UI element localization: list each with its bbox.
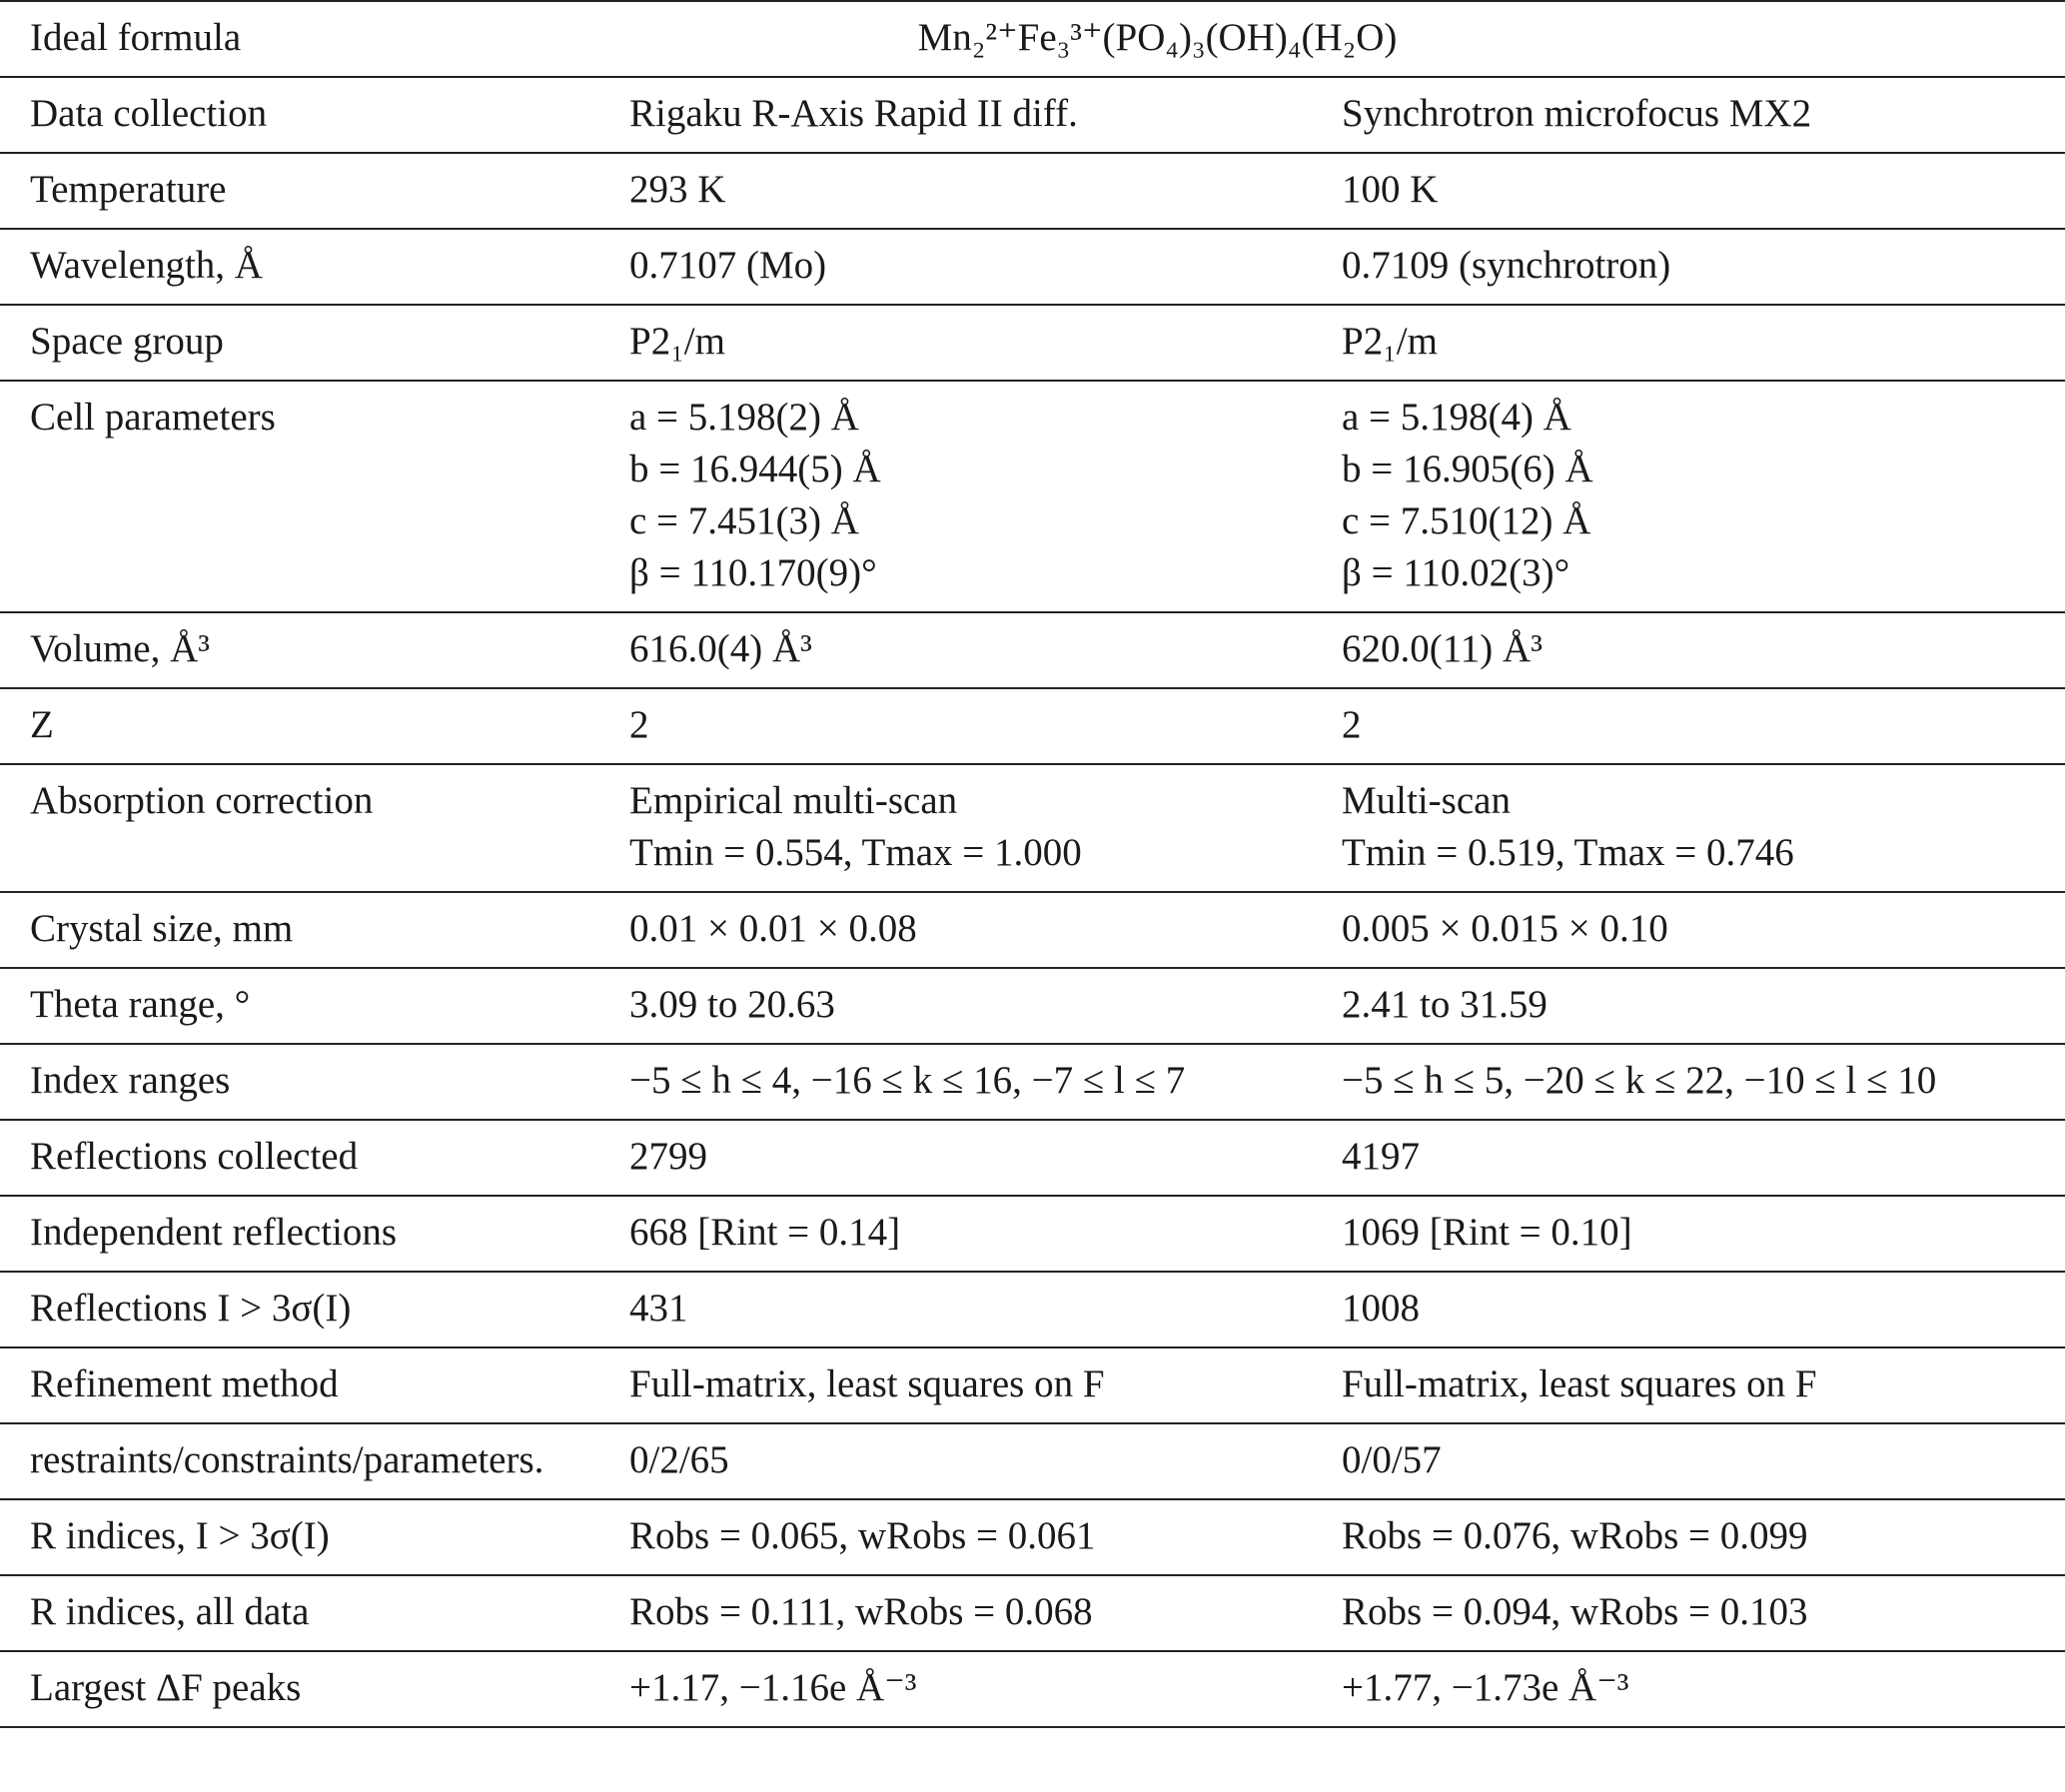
table-row xyxy=(0,1120,2065,1196)
table-row xyxy=(0,764,2065,892)
table-row xyxy=(0,968,2065,1044)
synchrotron-value-cell xyxy=(1342,968,2065,1044)
synchrotron-value-cell xyxy=(1342,1651,2065,1727)
table-row xyxy=(0,1347,2065,1423)
cell-line: 616.0(4) Å³ xyxy=(629,627,812,670)
cell-line: 2 xyxy=(629,703,649,746)
cell-line: 100 K xyxy=(1342,168,1439,211)
rigaku-value-cell xyxy=(629,1423,1342,1499)
rigaku-value-cell xyxy=(629,1651,1342,1727)
synchrotron-value-cell xyxy=(1342,1423,2065,1499)
synchrotron-value-cell xyxy=(1342,1044,2065,1120)
row-label: Reflections I > 3σ(I) xyxy=(0,1272,629,1347)
cell-line: +1.77, −1.73e Å⁻³ xyxy=(1342,1666,1629,1709)
synchrotron-value-cell xyxy=(1342,1272,2065,1347)
cell-line: β = 110.170(9)° xyxy=(629,551,877,594)
row-label: R indices, I > 3σ(I) xyxy=(0,1499,629,1575)
cell-line: 4197 xyxy=(1342,1135,1420,1178)
cell-line: P2₁/m xyxy=(1342,320,1438,363)
table-row xyxy=(0,77,2065,153)
cell-line: Full-matrix, least squares on F xyxy=(629,1362,1105,1405)
synchrotron-value-cell xyxy=(1342,612,2065,688)
cell-line: +1.17, −1.16e Å⁻³ xyxy=(629,1666,917,1709)
cell-line: 293 K xyxy=(629,168,726,211)
cell-line: 2.41 to 31.59 xyxy=(1342,983,1548,1026)
table-row xyxy=(0,1651,2065,1727)
cell-line: Rigaku R-Axis Rapid II diff. xyxy=(629,92,1078,135)
rigaku-value-cell xyxy=(629,1120,1342,1196)
cell-line: 0.01 × 0.01 × 0.08 xyxy=(629,907,917,950)
cell-line: c = 7.451(3) Å xyxy=(629,499,859,542)
table-row xyxy=(0,1196,2065,1272)
cell-line: Empirical multi-scan xyxy=(629,779,958,822)
cell-line: Synchrotron microfocus MX2 xyxy=(1342,92,1812,135)
rigaku-value-cell xyxy=(629,612,1342,688)
cell-line: −5 ≤ h ≤ 4, −16 ≤ k ≤ 16, −7 ≤ l ≤ 7 xyxy=(629,1059,1186,1102)
table-row xyxy=(0,1575,2065,1651)
rigaku-value-cell xyxy=(629,688,1342,764)
cell-line: 2 xyxy=(1342,703,1362,746)
cell-line: 0.7107 (Mo) xyxy=(629,244,827,287)
rigaku-value-cell xyxy=(629,1347,1342,1423)
cell-line: Tmin = 0.519, Tmax = 0.746 xyxy=(1342,831,1794,874)
synchrotron-value-cell xyxy=(1342,764,2065,892)
cell-line: Robs = 0.076, wRobs = 0.099 xyxy=(1342,1514,1808,1557)
rigaku-value-cell xyxy=(629,1499,1342,1575)
cell-line: Robs = 0.111, wRobs = 0.068 xyxy=(629,1590,1093,1633)
table-row xyxy=(0,612,2065,688)
table-body xyxy=(0,1,2065,1727)
synchrotron-value-cell xyxy=(1342,1499,2065,1575)
synchrotron-value-cell xyxy=(1342,892,2065,968)
rigaku-value-cell xyxy=(629,305,1342,381)
synchrotron-value-cell xyxy=(1342,229,2065,305)
row-label: restraints/constraints/parameters. xyxy=(0,1423,629,1499)
cell-line: b = 16.944(5) Å xyxy=(629,448,881,490)
formula-label: Ideal formula xyxy=(0,1,629,77)
rigaku-value-cell xyxy=(629,1575,1342,1651)
table-row xyxy=(0,153,2065,229)
row-label: Temperature xyxy=(0,153,629,229)
cell-line: 668 [Rint = 0.14] xyxy=(629,1211,901,1254)
cell-line: 1008 xyxy=(1342,1287,1420,1330)
table-row xyxy=(0,229,2065,305)
rigaku-value-cell xyxy=(629,1272,1342,1347)
rigaku-value-cell xyxy=(629,381,1342,612)
cell-line: 0.005 × 0.015 × 0.10 xyxy=(1342,907,1668,950)
table-row xyxy=(0,688,2065,764)
cell-line: Robs = 0.065, wRobs = 0.061 xyxy=(629,1514,1096,1557)
rigaku-value-cell xyxy=(629,764,1342,892)
synchrotron-value-cell xyxy=(1342,1347,2065,1423)
row-label: Largest ΔF peaks xyxy=(0,1651,629,1727)
table-row xyxy=(0,305,2065,381)
cell-line: c = 7.510(12) Å xyxy=(1342,499,1591,542)
synchrotron-value-cell xyxy=(1342,1196,2065,1272)
cell-line: 3.09 to 20.63 xyxy=(629,983,835,1026)
rigaku-value-cell xyxy=(629,892,1342,968)
rigaku-value-cell xyxy=(629,1196,1342,1272)
cell-line: a = 5.198(2) Å xyxy=(629,396,859,439)
row-label: Volume, Å³ xyxy=(0,612,629,688)
table-row xyxy=(0,892,2065,968)
row-label: Data collection xyxy=(0,77,629,153)
synchrotron-value-cell xyxy=(1342,77,2065,153)
row-label: Cell parameters xyxy=(0,381,629,612)
rigaku-value-cell xyxy=(629,229,1342,305)
cell-line: 431 xyxy=(629,1287,688,1330)
table-row xyxy=(0,1423,2065,1499)
table-row-formula xyxy=(0,1,2065,77)
cell-line: 0.7109 (synchrotron) xyxy=(1342,244,1671,287)
cell-line: Robs = 0.094, wRobs = 0.103 xyxy=(1342,1590,1808,1633)
rigaku-value-cell xyxy=(629,968,1342,1044)
cell-line: Full-matrix, least squares on F xyxy=(1342,1362,1817,1405)
cell-line: 0/0/57 xyxy=(1342,1438,1442,1481)
cell-line: P2₁/m xyxy=(629,320,725,363)
rigaku-value-cell xyxy=(629,1044,1342,1120)
row-label: Refinement method xyxy=(0,1347,629,1423)
rigaku-value-cell xyxy=(629,153,1342,229)
formula-value: Mn₂²⁺Fe₃³⁺(PO₄)₃(OH)₄(H₂O) xyxy=(629,1,2065,77)
synchrotron-value-cell xyxy=(1342,381,2065,612)
row-label: Z xyxy=(0,688,629,764)
row-label: R indices, all data xyxy=(0,1575,629,1651)
row-label: Absorption correction xyxy=(0,764,629,892)
row-label: Crystal size, mm xyxy=(0,892,629,968)
table-row xyxy=(0,1044,2065,1120)
cell-line: 0/2/65 xyxy=(629,1438,729,1481)
cell-line: a = 5.198(4) Å xyxy=(1342,396,1571,439)
synchrotron-value-cell xyxy=(1342,688,2065,764)
synchrotron-value-cell xyxy=(1342,305,2065,381)
table-row xyxy=(0,381,2065,612)
cell-line: Tmin = 0.554, Tmax = 1.000 xyxy=(629,831,1082,874)
row-label: Theta range, ° xyxy=(0,968,629,1044)
row-label: Independent reflections xyxy=(0,1196,629,1272)
synchrotron-value-cell xyxy=(1342,1575,2065,1651)
cell-line: 620.0(11) Å³ xyxy=(1342,627,1543,670)
table-row xyxy=(0,1499,2065,1575)
cell-line: β = 110.02(3)° xyxy=(1342,551,1570,594)
row-label: Reflections collected xyxy=(0,1120,629,1196)
cell-line: b = 16.905(6) Å xyxy=(1342,448,1593,490)
row-label: Space group xyxy=(0,305,629,381)
table-row xyxy=(0,1272,2065,1347)
cell-line: −5 ≤ h ≤ 5, −20 ≤ k ≤ 22, −10 ≤ l ≤ 10 xyxy=(1342,1059,1937,1102)
synchrotron-value-cell xyxy=(1342,153,2065,229)
rigaku-value-cell xyxy=(629,77,1342,153)
row-label: Wavelength, Å xyxy=(0,229,629,305)
cell-line: 1069 [Rint = 0.10] xyxy=(1342,1211,1632,1254)
row-label: Index ranges xyxy=(0,1044,629,1120)
cell-line: 2799 xyxy=(629,1135,707,1178)
cell-line: Multi-scan xyxy=(1342,779,1511,822)
synchrotron-value-cell xyxy=(1342,1120,2065,1196)
